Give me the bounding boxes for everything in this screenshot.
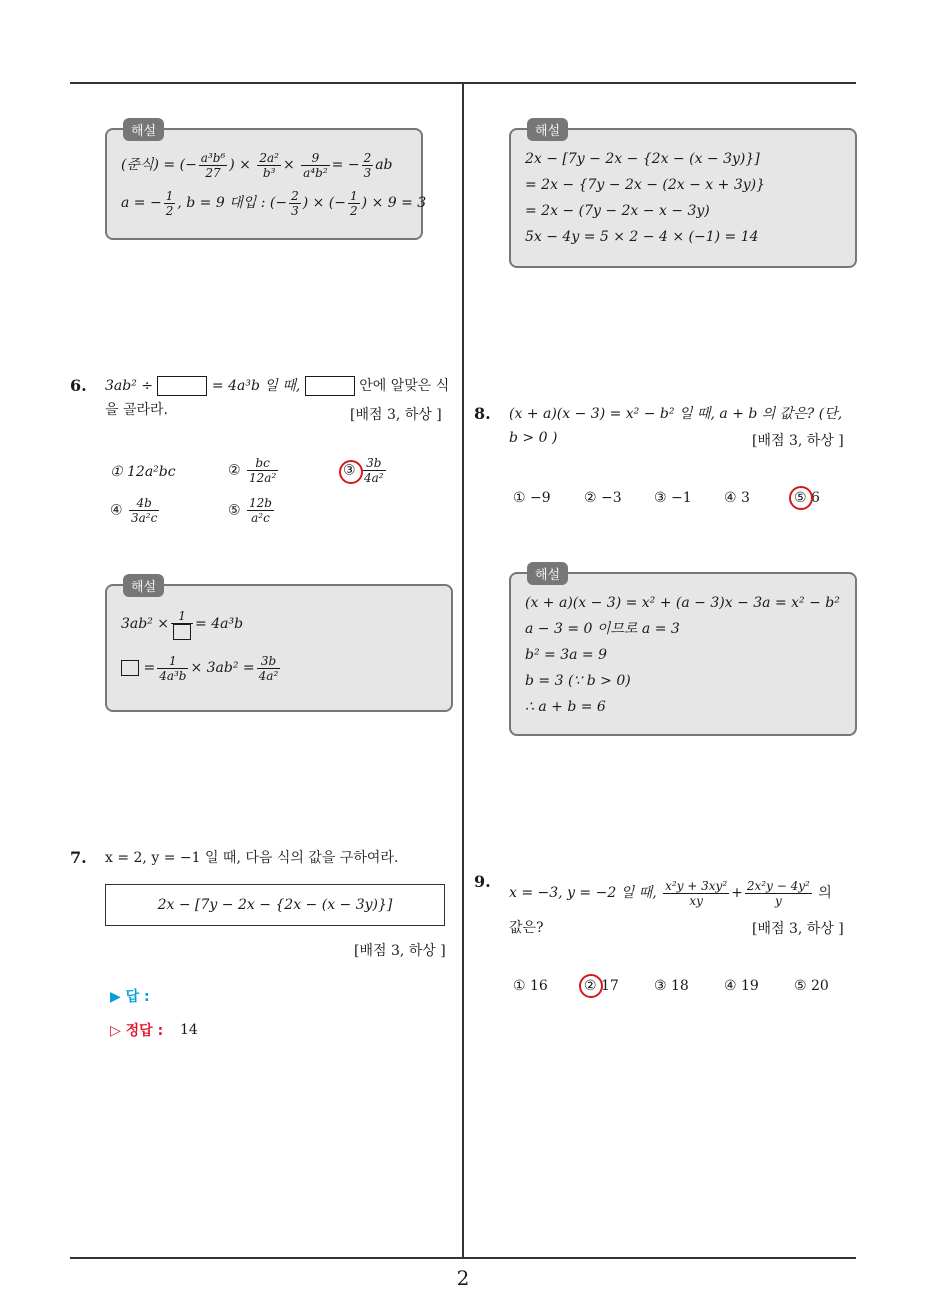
choice-5[interactable]: ⑤ $\frac{12b}{\text{a²c}}$ bbox=[228, 496, 272, 525]
answer-mark-circle bbox=[339, 460, 363, 484]
solution-tag: 해설 bbox=[527, 118, 568, 141]
solution-tag: 해설 bbox=[527, 562, 568, 585]
solution-line: = 2x − {7y − 2x − (2x − x + 3y)} bbox=[525, 177, 766, 193]
solution-line: a = − $\frac{1}{2}$ , b = 9 대입 : (− $\frac{2}{3}$ ) × (− $\frac{1}{2}$ ) × 9 = 3 bbox=[121, 188, 427, 218]
solution-line: = 2x − (7y − 2x − x − 3y) bbox=[525, 203, 710, 219]
blank-box bbox=[121, 660, 139, 676]
question-9-text-line2: 값은? bbox=[509, 920, 544, 936]
question-number-9: 9. bbox=[474, 872, 491, 891]
choice-1[interactable]: ① 16 bbox=[513, 978, 548, 994]
solution-line: 3ab² × 1 = 4a³b bbox=[121, 602, 437, 646]
blank-box bbox=[305, 376, 355, 396]
solution-line: (준식) = (− $\frac{\text{a³b⁶}}{27}$ ) × $\frac{\text{2a²}}{\text{b³}}$ × $\frac{9}{\text{a⁴b²}}$ = − $\frac{2}{3}$ ab bbox=[121, 150, 393, 180]
solution-tag: 해설 bbox=[123, 118, 164, 141]
question-9-text: x = −3, y = −2 일 때, $\frac{\text{x²y + 3xy²}}{xy}$ + $\frac{\text{2x²y − 4y²}}{y}$ 의 bbox=[509, 878, 832, 908]
choice-5[interactable]: ⑤ 6 bbox=[794, 490, 820, 506]
solution-line: 2x − [7y − 2x − {2x − (x − 3y)}] bbox=[525, 151, 760, 167]
correct-answer-label: ▷ 정답 : bbox=[110, 1023, 164, 1039]
solution-line: = $\frac{1}{\text{4a³b}}$ × 3ab² = $\frac{3b}{\text{4a²}}$ bbox=[121, 646, 437, 690]
question-7-text: x = 2, y = −1 일 때, 다음 식의 값을 구하여라. bbox=[105, 850, 399, 866]
choice-1[interactable]: ① 12a²bc bbox=[110, 464, 176, 480]
choice-2[interactable]: ② 17 bbox=[584, 978, 619, 994]
question-number-6: 6. bbox=[70, 376, 87, 395]
correct-answer-value: 14 bbox=[180, 1022, 198, 1038]
answer-mark-circle bbox=[579, 974, 603, 998]
choice-3[interactable]: ③ −1 bbox=[654, 490, 692, 506]
choice-4[interactable]: ④ $\frac{4b}{\text{3a²c}}$ bbox=[110, 496, 158, 525]
points-label: [배점 3, 하상 ] bbox=[752, 433, 844, 449]
question-number-7: 7. bbox=[70, 848, 87, 867]
solution-line: b = 3 (∵ b > 0) bbox=[525, 673, 631, 689]
choice-3[interactable]: ③ $\frac{3b}{\text{4a²}}$ bbox=[343, 456, 384, 485]
answer-mark-circle bbox=[789, 486, 813, 510]
choice-4[interactable]: ④ 3 bbox=[724, 490, 750, 506]
points-label: [배점 3, 하상 ] bbox=[354, 943, 446, 959]
answer-label: ▶ 답 : bbox=[110, 989, 150, 1005]
solution-box-q8 bbox=[509, 568, 857, 736]
solution-box-q6 bbox=[105, 580, 453, 712]
expression-box: 2x − [7y − 2x − {2x − (x − 3y)}] bbox=[105, 884, 445, 926]
solution-box-q5 bbox=[105, 124, 427, 240]
page-number: 2 bbox=[456, 1266, 470, 1290]
solution-tag: 해설 bbox=[123, 574, 164, 597]
solution-line: (x + a)(x − 3) = x² + (a − 3)x − 3a = x² − b² bbox=[525, 595, 840, 611]
choice-2[interactable]: ② $\frac{bc}{\text{12a²}}$ bbox=[228, 456, 277, 485]
solution-line: b² = 3a = 9 bbox=[525, 647, 607, 663]
question-6-text: 3ab² ÷ = 4a³b 일 때, 안에 알맞은 식 을 골라라. bbox=[105, 378, 450, 418]
solution-box-q7 bbox=[509, 124, 857, 268]
solution-line: a − 3 = 0 이므로 a = 3 bbox=[525, 621, 680, 637]
question-number-8: 8. bbox=[474, 404, 491, 423]
choice-5[interactable]: ⑤ 20 bbox=[794, 978, 829, 994]
choice-1[interactable]: ① −9 bbox=[513, 490, 551, 506]
solution-line: 5x − 4y = 5 × 2 − 4 × (−1) = 14 bbox=[525, 229, 759, 245]
blank-box bbox=[157, 376, 207, 396]
points-label: [배점 3, 하상 ] bbox=[752, 921, 844, 937]
column-divider bbox=[462, 83, 464, 1258]
choice-3[interactable]: ③ 18 bbox=[654, 978, 689, 994]
question-8-text: (x + a)(x − 3) = x² − b² 일 때, a + b 의 값은? (단, b > 0 ) bbox=[509, 406, 843, 446]
bottom-rule bbox=[70, 1257, 856, 1259]
solution-line: ∴ a + b = 6 bbox=[525, 699, 606, 715]
choice-2[interactable]: ② −3 bbox=[584, 490, 622, 506]
choice-4[interactable]: ④ 19 bbox=[724, 978, 759, 994]
points-label: [배점 3, 하상 ] bbox=[350, 407, 442, 423]
